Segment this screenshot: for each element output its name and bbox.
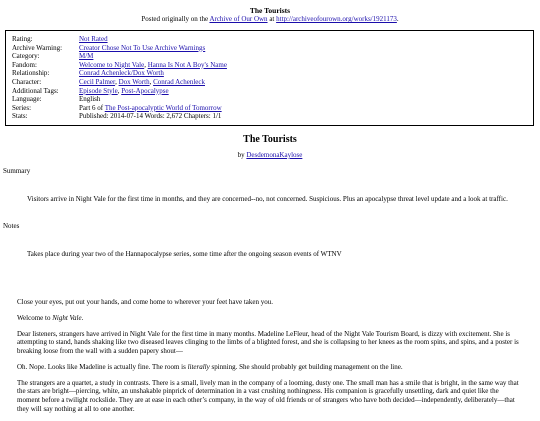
meta-label: Rating: bbox=[12, 35, 33, 43]
meta-row bbox=[12, 61, 527, 70]
meta-link[interactable]: Conrad Achenleck bbox=[153, 77, 205, 86]
meta-label: Archive Warning: bbox=[12, 43, 63, 52]
meta-link[interactable]: Not Rated bbox=[79, 35, 108, 43]
notes-text: Takes place during year two of the Hannapocalypse series, some time after the ongoing season events of WTNV bbox=[27, 250, 342, 258]
meta-link[interactable]: Dox Worth bbox=[118, 77, 150, 86]
body-text-span: spinning. She should probably get building management on the line. bbox=[209, 362, 403, 371]
archive-link[interactable]: Archive of Our Own bbox=[209, 15, 268, 24]
body-paragraph bbox=[17, 314, 522, 323]
meta-row bbox=[12, 52, 527, 61]
byline-prefix: by bbox=[237, 151, 247, 159]
posted-line bbox=[0, 15, 540, 24]
body-paragraph: Dear listeners, strangers have arrived in Night Vale for the first time in many months. Madeline LeFleur, head of the Night Vale Tourism Board, is dizzy with excitement. She is attempting to stand, hands shaking like two diseased leaves clinging to the limbs of a blighted forest, and she is collapsing to her knees as the room spins, and spins, and a poster is breaking loose from the wall with a sudden papery shout— bbox=[17, 329, 519, 355]
meta-value bbox=[79, 112, 527, 121]
meta-row bbox=[12, 69, 527, 78]
meta-link[interactable]: Creator Chose Not To Use Archive Warnings bbox=[79, 43, 206, 52]
body-text-span: Welcome to bbox=[17, 313, 53, 322]
meta-label: Additional Tags: bbox=[12, 86, 59, 95]
meta-link[interactable]: Conrad Achenleck/Dox Worth bbox=[79, 69, 164, 78]
posted-prefix: Posted originally on the bbox=[141, 15, 210, 24]
body-text-span: . bbox=[81, 313, 84, 322]
meta-link[interactable]: Hanna Is Not A Boy's Name bbox=[147, 60, 227, 69]
meta-label: Fandom: bbox=[12, 60, 37, 69]
summary-heading: Summary bbox=[3, 167, 31, 175]
meta-value bbox=[79, 35, 527, 44]
meta-label: Category: bbox=[12, 52, 40, 61]
posted-at: at bbox=[267, 15, 277, 24]
work-url-link[interactable]: http://archiveofourown.org/works/1921173 bbox=[276, 15, 397, 24]
meta-row bbox=[12, 44, 527, 53]
meta-label: Character: bbox=[12, 77, 42, 86]
byline bbox=[0, 151, 540, 160]
work-title: The Tourists bbox=[249, 6, 291, 15]
meta-row bbox=[12, 112, 527, 121]
notes-heading: Notes bbox=[3, 222, 20, 230]
posted-period: . bbox=[396, 15, 399, 24]
meta-value: Welcome to Night Vale, Hanna Is Not A Boy's Name bbox=[79, 60, 227, 69]
meta-label: Series: bbox=[12, 103, 32, 112]
meta-text: Published: 2014-07-14 Words: 2,672 Chapters: 1/1 bbox=[79, 112, 222, 121]
meta-row bbox=[12, 35, 527, 44]
story-body bbox=[17, 298, 522, 421]
meta-row bbox=[12, 78, 527, 87]
metadata-box bbox=[5, 30, 534, 126]
meta-value bbox=[79, 104, 527, 113]
body-paragraph: Close your eyes, put out your hands, and come home to wherever your feet have taken you. bbox=[17, 298, 274, 306]
meta-value bbox=[79, 69, 527, 78]
author-link[interactable]: DesdemonaKaylose bbox=[246, 151, 303, 159]
meta-link[interactable]: The Post-apocalyptic World of Tomorrow bbox=[104, 103, 222, 112]
meta-value bbox=[79, 44, 527, 53]
body-paragraph bbox=[17, 363, 522, 372]
meta-text: English bbox=[79, 95, 101, 104]
body-paragraph: The strangers are a quartet, a study in contrasts. There is a small, lively man in the company of a looming, dusty one. The small man has a smile that is bright, in the same way that the stars are bright—piercing, white, an unshakable pinprick of determination in a vast crushing nothingness. His companion is gracefully unsettling, dark and quiet like the moment before a twilight rockslide. They are at ease in each other’s company, in the way of old friends or of strangers who have both decided—independently, deliberately—that they will say nothing at all to one another. bbox=[17, 378, 519, 413]
meta-link[interactable]: M/M bbox=[79, 52, 94, 61]
meta-link[interactable]: Episode Style bbox=[79, 86, 118, 95]
story-title: The Tourists bbox=[243, 134, 297, 145]
summary-text: Visitors arrive in Night Vale for the first time in months, and they are concerned--no, not concerned. Suspicious. Plus an apocalypse threat level update and a look at traffic. bbox=[27, 195, 508, 203]
meta-label: Stats: bbox=[12, 112, 28, 121]
meta-value: Episode Style, Post-Apocalypse bbox=[79, 86, 169, 95]
meta-value bbox=[79, 52, 527, 61]
meta-link[interactable]: Post-Apocalypse bbox=[121, 86, 169, 95]
meta-row bbox=[12, 104, 527, 113]
meta-label: Relationship: bbox=[12, 69, 50, 78]
meta-prefix: Part 6 of bbox=[79, 103, 105, 112]
work-header bbox=[0, 0, 540, 24]
meta-row bbox=[12, 87, 527, 96]
meta-label: Language: bbox=[12, 95, 42, 104]
meta-link[interactable]: Welcome to Night Vale bbox=[79, 60, 145, 69]
meta-link[interactable]: Cecil Palmer bbox=[79, 77, 116, 86]
body-emphasis: literally bbox=[187, 362, 210, 371]
meta-row bbox=[12, 95, 527, 104]
body-text-span: Oh. Nope. Looks like Madeline is actually fine. The room is bbox=[17, 362, 188, 371]
meta-value bbox=[79, 95, 527, 104]
meta-value: Cecil Palmer, Dox Worth, Conrad Achenleck bbox=[79, 77, 205, 86]
body-emphasis: Night Vale bbox=[52, 313, 82, 322]
